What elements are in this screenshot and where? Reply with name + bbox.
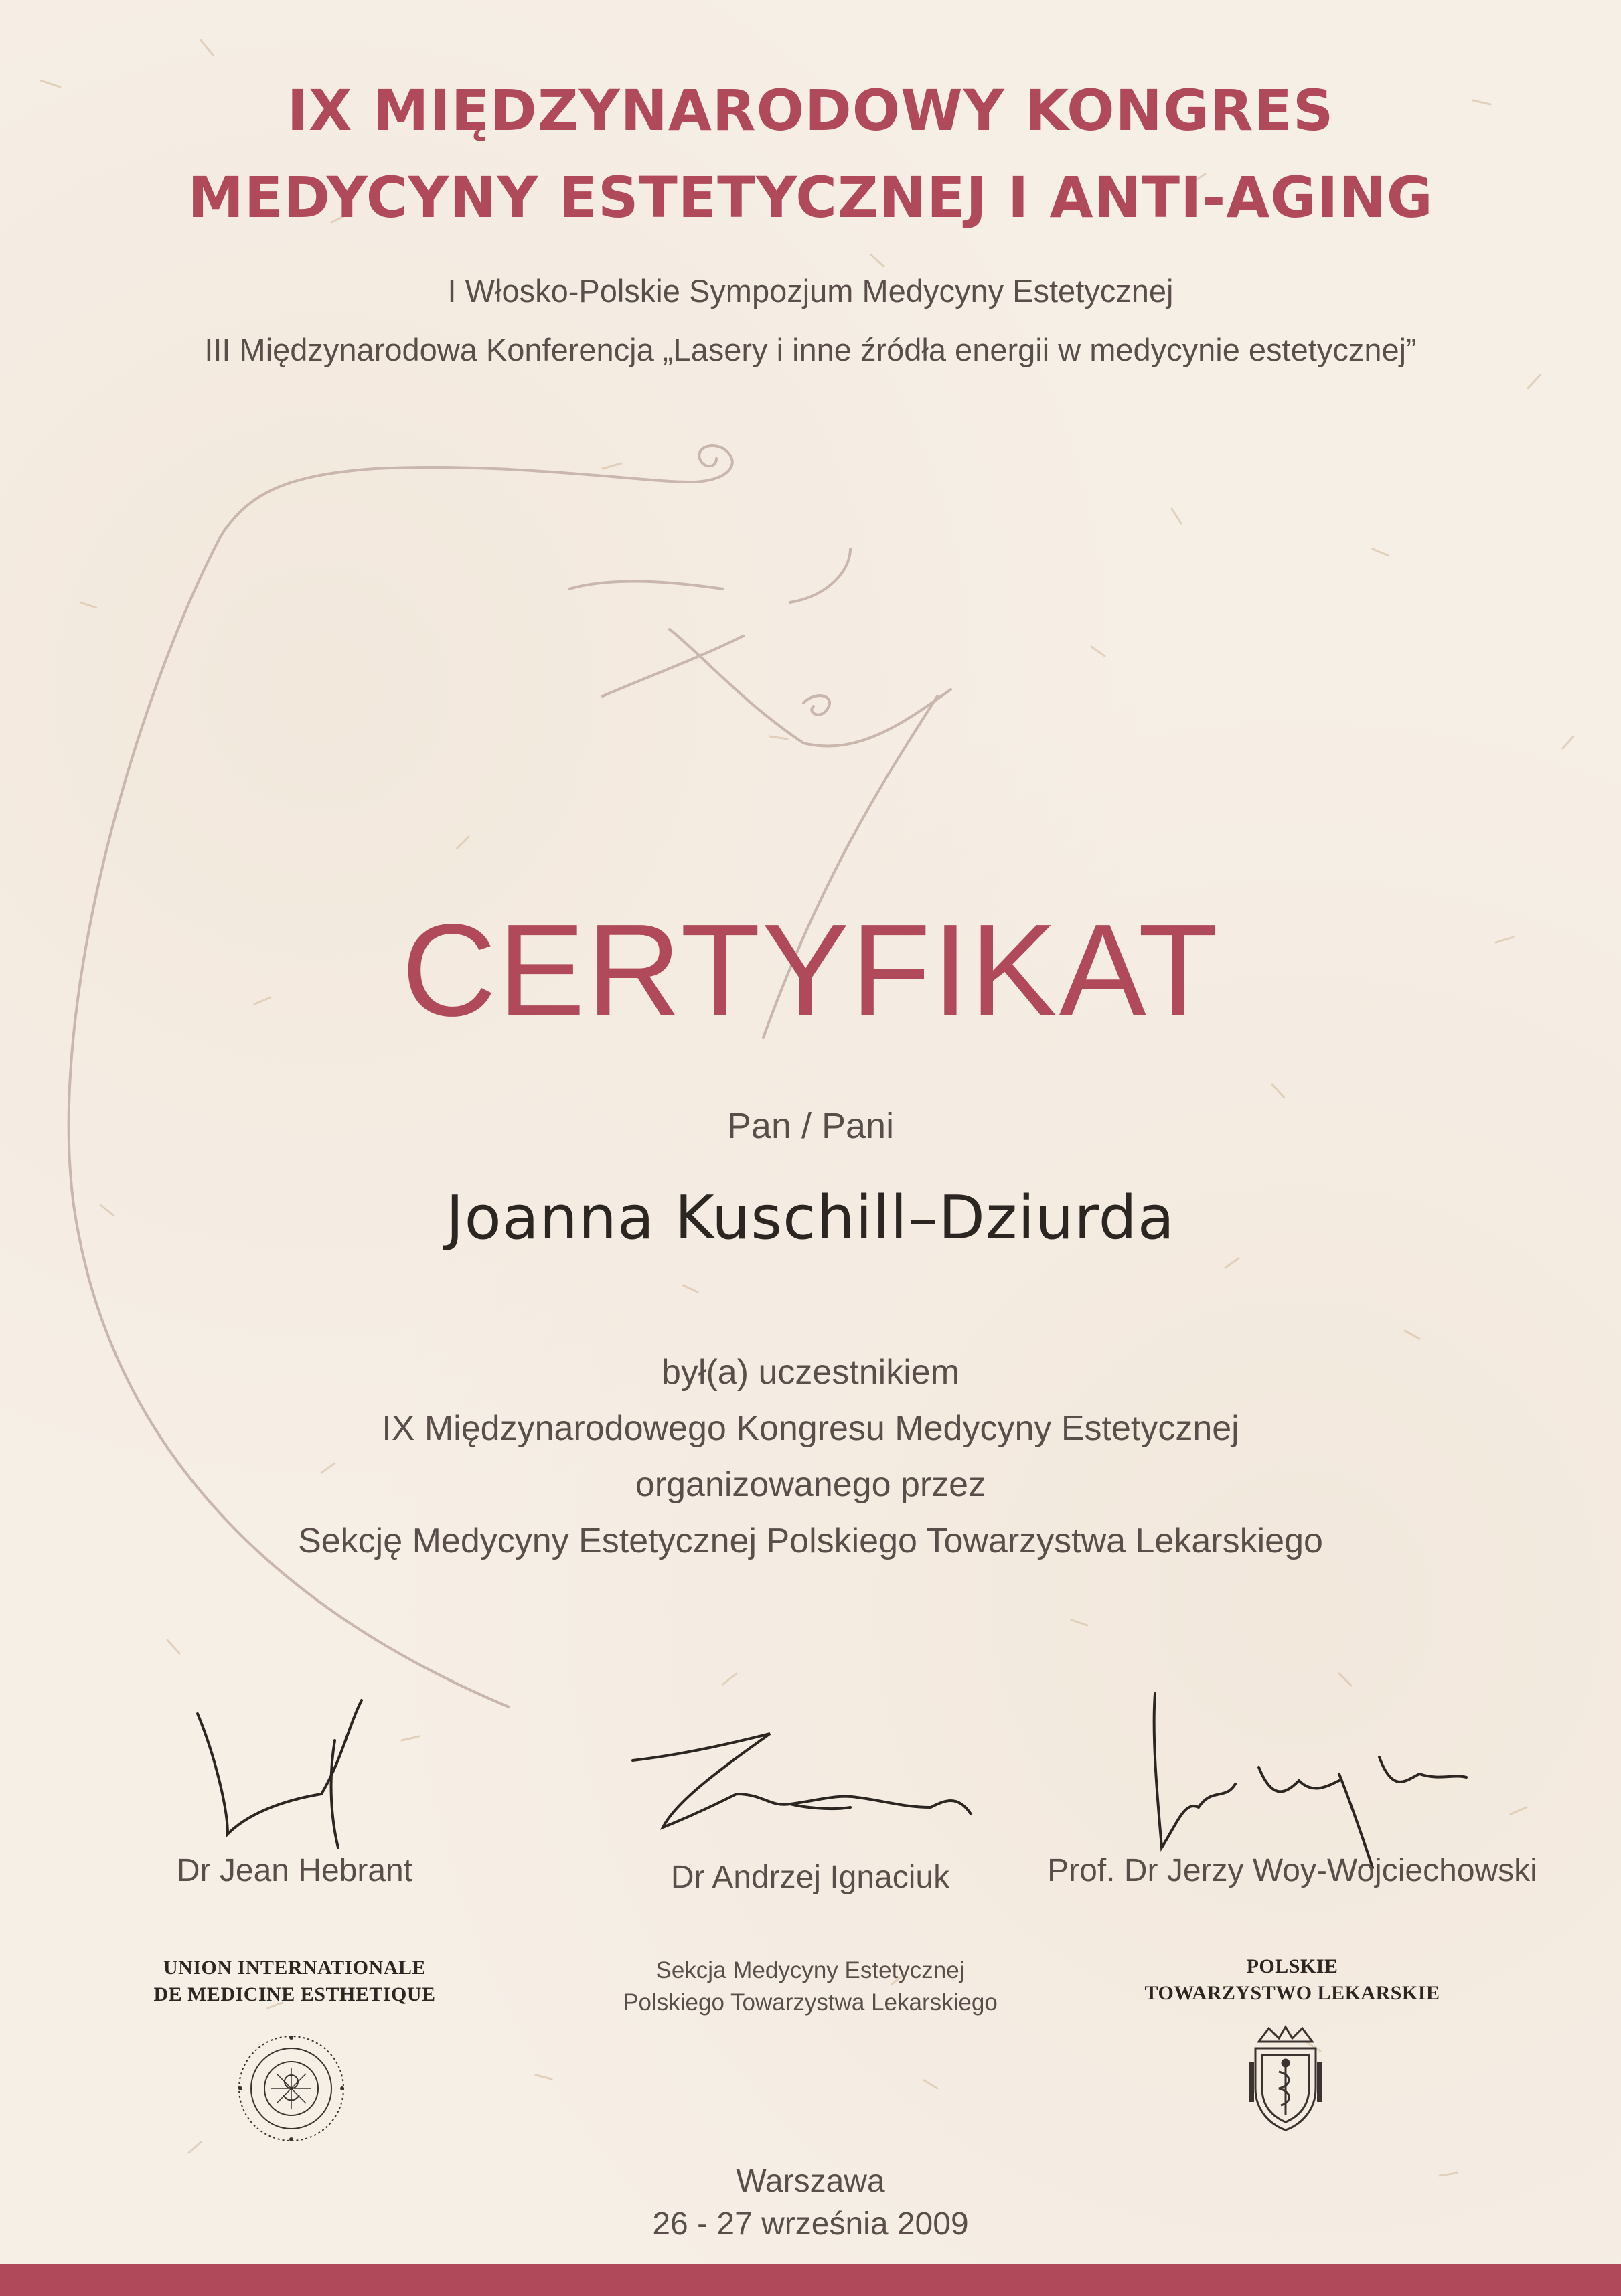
organization-semp-line2: Polskiego Towarzystwa Lekarskiego <box>623 1989 998 2016</box>
signature-ignaciuk <box>633 1734 971 1827</box>
organization-uime-line1: UNION INTERNATIONALE <box>163 1957 426 1979</box>
body-line-congress: IX Międzynarodowego Kongresu Medycyny Estetycznej <box>382 1409 1239 1448</box>
organization-ptl-line1: POLSKIE <box>1246 1955 1338 1977</box>
body-line-organizer: Sekcję Medycyny Estetycznej Polskiego Towarzystwa Lekarskiego <box>298 1522 1323 1560</box>
footer-date: 26 - 27 września 2009 <box>652 2206 969 2242</box>
organization-semp-line1: Sekcja Medycyny Estetycznej <box>655 1957 965 1983</box>
recipient-name: Joanna Kuschill–Dziurda <box>446 1183 1175 1253</box>
signatory-name-woy-wojciechowski: Prof. Dr Jerzy Woy-Wojciechowski <box>1047 1853 1537 1888</box>
uime-emblem-icon <box>231 2028 352 2149</box>
certificate-heading: CERTYFIKAT <box>401 897 1220 1044</box>
body-line-organized-by: organizowanego przez <box>635 1465 986 1504</box>
congress-title-line2: MEDYCYNY ESTETYCZNEJ I ANTI-AGING <box>187 165 1434 230</box>
organization-uime <box>127 1955 462 2008</box>
congress-title-line1: IX MIĘDZYNARODOWY KONGRES <box>287 78 1334 143</box>
organization-ptl-line2: TOWARZYSTWO LEKARSKIE <box>1144 1982 1440 2004</box>
body-line-participation: był(a) uczestnikiem <box>661 1353 960 1392</box>
organization-semp <box>576 1955 1045 2019</box>
signature-hebrant <box>198 1700 362 1834</box>
signatory-name-hebrant: Dr Jean Hebrant <box>176 1853 413 1888</box>
signatory-name-ignaciuk: Dr Andrzej Ignaciuk <box>670 1860 950 1895</box>
ptl-crest-icon <box>1242 2022 1329 2135</box>
bottom-color-band <box>0 2264 1621 2296</box>
organization-ptl <box>1018 1953 1567 2007</box>
footer-city: Warszawa <box>736 2163 885 2199</box>
symposium-subtitle: I Włosko-Polskie Sympozjum Medycyny Estetycznej <box>447 273 1174 309</box>
signature-woy-wojciechowski <box>1154 1694 1235 1848</box>
conference-subtitle: III Międzynarodowa Konferencja „Lasery i inne źródła energii w medycynie estetycznej” <box>204 332 1417 367</box>
salutation: Pan / Pani <box>726 1106 895 1146</box>
organization-uime-line2: DE MEDICINE ESTHETIQUE <box>153 1983 436 2005</box>
